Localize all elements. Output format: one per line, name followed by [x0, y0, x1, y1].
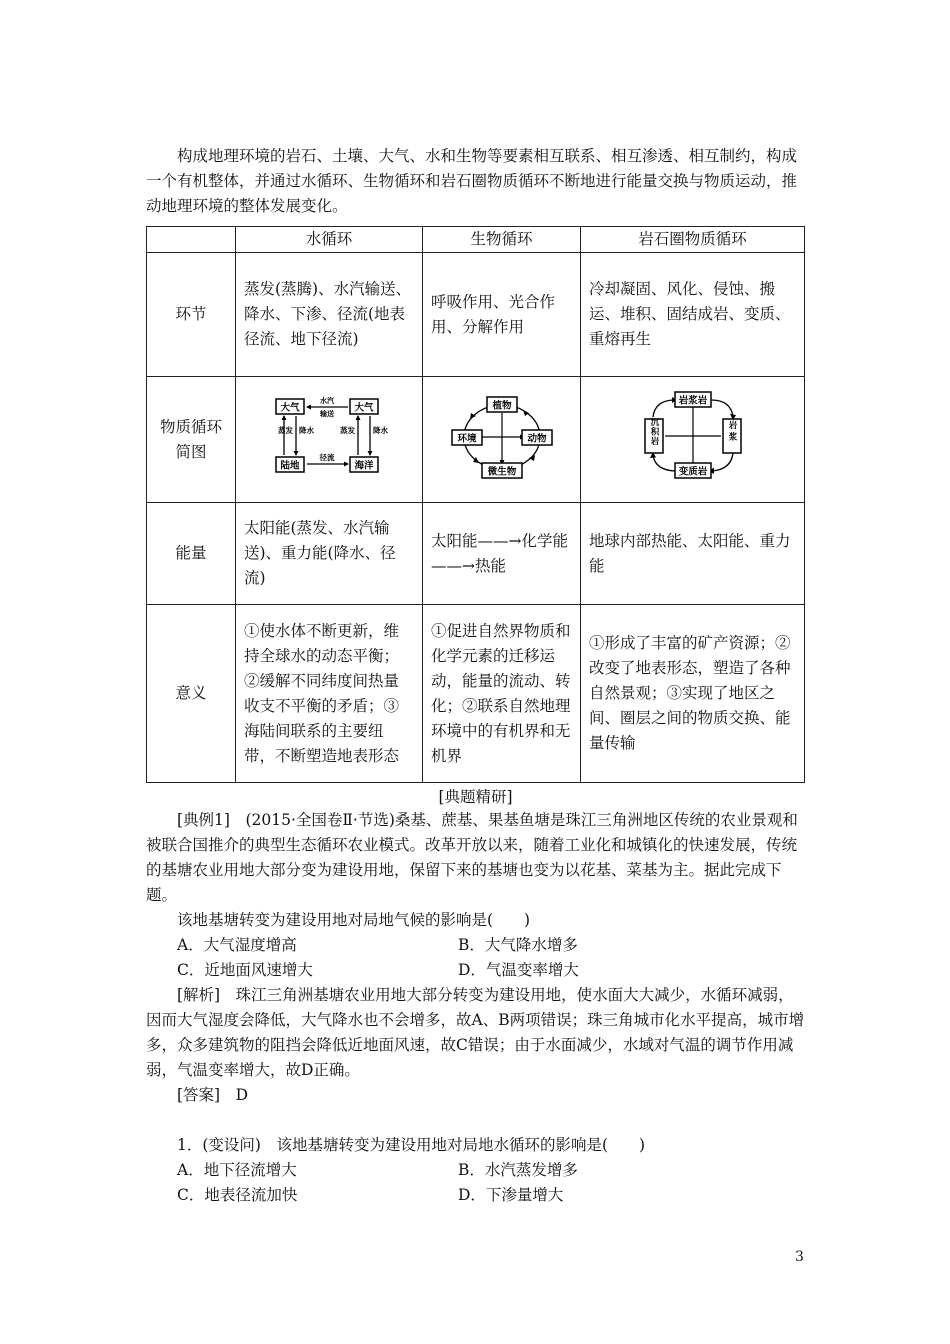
analysis-paragraph: [解析] 珠江三角洲基塘农业用地大部分转变为建设用地，使水面大大减少，水循环减弱，因而大气湿度会降低，大气降水也不会增多，故A、B两项错误；珠三角城市化水平提高，城市增多，众多建筑物的阻挡会降低近地面风速，故C错误；由于水面减少，水域对气温的调节作用减弱，气温变率增大，故D正确。	[146, 986, 805, 1079]
bio-animal: 动物	[526, 433, 547, 444]
q2-option-b: B．水汽蒸发增多	[458, 1161, 578, 1179]
row-significance	[147, 605, 805, 783]
bio-plant: 植物	[491, 400, 512, 411]
water-evap2: 蒸发	[340, 425, 355, 435]
water-atm1: 大气	[280, 402, 300, 413]
row-diagrams	[147, 377, 805, 503]
page-number: 3	[795, 1249, 804, 1265]
example-paragraph: [典例1] (2015·全国卷Ⅱ·节选)桑基、蔗基、果基鱼塘是珠江三角洲地区传统的农业景观和被联合国推介的典型生态循环农业模式。改革开放以来，随着工业化和城镇化的快速发展，传统的基塘农业用地大部分变为建设用地，保留下来的基塘也变为以花基、菜基为主。据此完成下题。	[146, 811, 798, 904]
label-significance: 意义	[147, 605, 236, 783]
bio-energy: 太阳能——→化学能——→热能	[423, 503, 581, 605]
rock-stages: 冷却凝固、风化、侵蚀、搬运、堆积、固结成岩、变质、重熔再生	[581, 253, 805, 377]
option-c: C．近地面风速增大	[177, 961, 313, 979]
header-blank	[147, 227, 236, 253]
water-stages: 蒸发(蒸腾)、水汽输送、降水、下渗、径流(地表径流、地下径流)	[236, 253, 423, 377]
option-a: A．大气湿度增高	[177, 936, 297, 954]
water-transport: 输送	[320, 409, 334, 418]
water-energy: 太阳能(蒸发、水汽输送)、重力能(降水、径流)	[236, 503, 423, 605]
rock-sed: 沉积岩	[648, 417, 659, 446]
water-evap1: 蒸发	[278, 425, 293, 435]
rock-mag: 岩浆	[726, 420, 737, 443]
rock-significance: ①形成了丰富的矿产资源；②改变了地表形态，塑造了各种自然景观；③实现了地区之间、圈层之间的物质交换、能量传输	[581, 605, 805, 783]
bio-env: 环境	[456, 433, 477, 444]
rock-energy: 地球内部热能、太阳能、重力能	[581, 503, 805, 605]
rock-magma: 岩浆岩	[678, 395, 707, 406]
rock-meta: 变质岩	[678, 466, 707, 477]
row-stages	[147, 253, 805, 377]
row-energy	[147, 503, 805, 605]
header-water: 水循环	[236, 227, 423, 253]
water-atm2: 大气	[354, 402, 374, 413]
question-text: 该地基塘转变为建设用地对局地气候的影响是( )	[177, 911, 531, 929]
header-rock: 岩石圈物质循环	[581, 227, 805, 253]
bio-stages: 呼吸作用、光合作用、分解作用	[423, 253, 581, 377]
bio-significance: ①促进自然界物质和化学元素的迁移运动，能量的流动、转化；②联系自然地理环境中的有机界和无机界	[423, 605, 581, 783]
bio-cycle-diagram	[451, 391, 553, 481]
water-vapor: 水汽	[320, 396, 334, 405]
water-precip1: 降水	[299, 425, 314, 435]
question2-text: 1．(变设问) 该地基塘转变为建设用地对局地水循环的影响是( )	[177, 1136, 646, 1154]
q2-option-a: A．地下径流增大	[177, 1161, 297, 1179]
option-b: B．大气降水增多	[458, 936, 578, 954]
water-ocean: 海洋	[354, 460, 374, 471]
bio-micro: 微生物	[487, 466, 516, 477]
label-diagrams: 物质循环简图	[147, 377, 236, 503]
cycle-table	[146, 226, 805, 783]
section-title: [典题精研]	[438, 788, 513, 806]
option-d: D．气温变率增大	[458, 961, 579, 979]
rock-cycle-diagram	[641, 389, 745, 483]
water-significance: ①使水体不断更新，维持全球水的动态平衡；②缓解不同纬度间热量收支不平衡的矛盾；③海陆间联系的主要纽带，不断塑造地表形态	[236, 605, 423, 783]
table-header-row	[147, 227, 805, 253]
label-energy: 能量	[147, 503, 236, 605]
q2-option-d: D．下渗量增大	[458, 1186, 564, 1204]
water-land: 陆地	[280, 460, 300, 471]
water-diagram-cell	[236, 377, 423, 503]
label-stages: 环节	[147, 253, 236, 377]
water-cycle-diagram	[274, 395, 388, 477]
header-bio: 生物循环	[423, 227, 581, 253]
bio-diagram-cell	[423, 377, 581, 503]
rock-diagram-cell	[581, 377, 805, 503]
q2-option-c: C．地表径流加快	[177, 1186, 298, 1204]
water-precip2: 降水	[373, 425, 388, 435]
water-runoff: 径流	[319, 452, 335, 462]
intro-paragraph: 构成地理环境的岩石、土壤、大气、水和生物等要素相互联系、相互渗透、相互制约，构成一个有机整体，并通过水循环、生物循环和岩石圈物质循环不断地进行能量交换与物质运动，推动地理环境的整体发展变化。	[146, 147, 798, 215]
answer-text: [答案] D	[177, 1086, 249, 1104]
